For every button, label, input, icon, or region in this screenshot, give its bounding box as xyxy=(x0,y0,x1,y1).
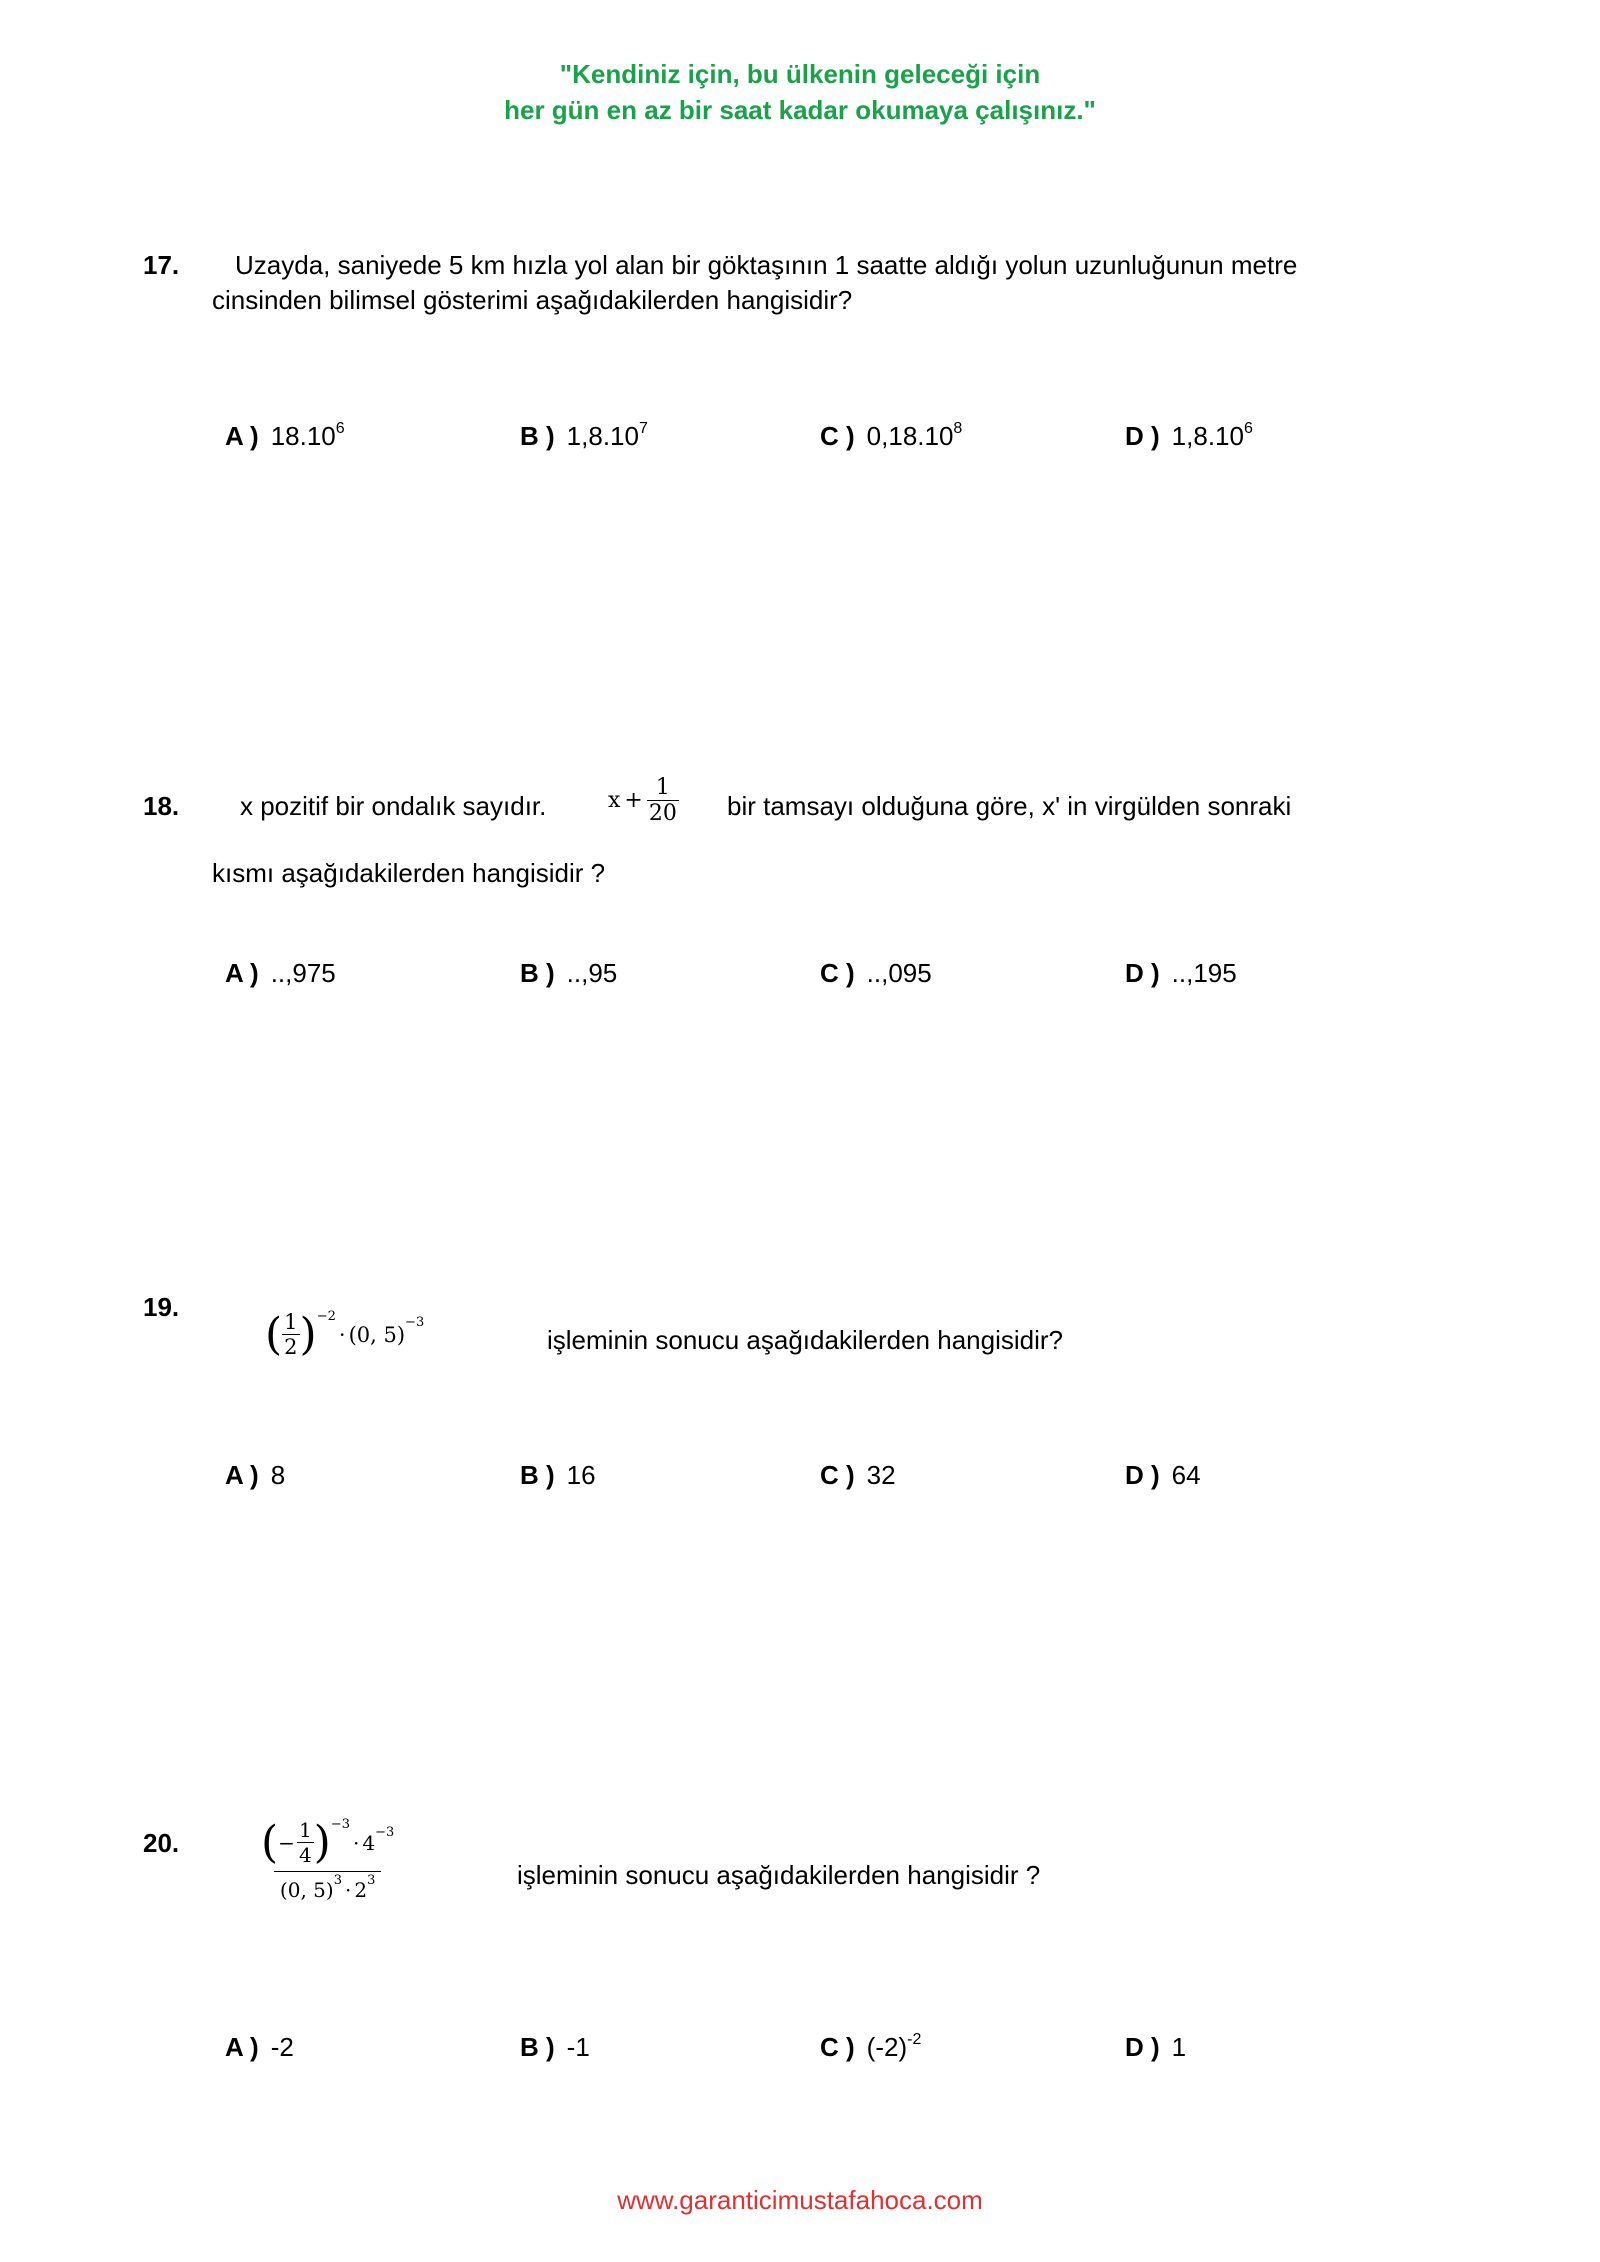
expr-den-exponent-1: 3 xyxy=(333,1872,342,1888)
option-value: ..,095 xyxy=(866,958,932,988)
header-line-1: "Kendiniz için, bu ülkenin geleceği için xyxy=(559,59,1041,89)
paren-left: ( xyxy=(261,1816,279,1868)
expr-denominator-part xyxy=(274,1871,381,1902)
question-17-text-line-2: cinsinden bilimsel gösterimi aşağıdakilerden hangisidir? xyxy=(212,285,853,315)
expr-base-2: (0, 5) xyxy=(348,1322,406,1347)
paren-right: ) xyxy=(299,1308,317,1360)
q19-option-b[interactable] xyxy=(520,1460,596,1491)
paren-right: ) xyxy=(313,1816,331,1868)
expr-numerator: 1 xyxy=(298,1818,312,1842)
question-18-text-after: bir tamsayı olduğuna göre, x' in virgülden sonraki xyxy=(727,791,1292,821)
question-20-text: işleminin sonucu aşağıdakilerden hangisidir ? xyxy=(517,1860,1041,1890)
question-19-number: 19. xyxy=(143,1292,180,1322)
option-letter: B ) xyxy=(520,2032,555,2062)
expr-den-base-1: (0, 5) xyxy=(279,1878,334,1902)
option-letter: A ) xyxy=(225,2032,259,2062)
expr-exponent-1: −3 xyxy=(330,1817,351,1832)
question-20-expression xyxy=(255,1818,400,1902)
q18-option-c[interactable] xyxy=(820,958,932,989)
q20-option-a[interactable] xyxy=(225,2032,294,2063)
expr-dot: · xyxy=(353,1830,360,1855)
expr-dot: · xyxy=(344,1878,352,1902)
option-letter: A ) xyxy=(225,1460,259,1490)
expr-exponent-2: −3 xyxy=(375,1825,395,1840)
q17-option-c[interactable] xyxy=(820,421,962,452)
option-letter: D ) xyxy=(1125,421,1160,451)
option-exponent: 7 xyxy=(638,420,648,437)
option-letter: C ) xyxy=(820,1460,855,1490)
expr-four: 4 xyxy=(362,1830,376,1855)
option-exponent: 6 xyxy=(335,420,345,437)
expr-fraction xyxy=(647,775,679,826)
q18-option-b[interactable] xyxy=(520,958,617,989)
option-value: ..,95 xyxy=(566,958,618,988)
option-value: (-2) xyxy=(866,2032,908,2062)
option-letter: D ) xyxy=(1125,1460,1160,1490)
q17-option-b[interactable] xyxy=(520,421,648,452)
option-value: 0,18.10 xyxy=(866,421,954,451)
option-letter: A ) xyxy=(225,958,259,988)
q17-option-d[interactable] xyxy=(1125,421,1253,452)
expr-numerator-part xyxy=(255,1818,400,1871)
q19-option-a[interactable] xyxy=(225,1460,285,1491)
q20-option-b[interactable] xyxy=(520,2032,590,2063)
option-value: 1 xyxy=(1171,2032,1187,2062)
expr-dot: · xyxy=(338,1322,346,1347)
q17-option-a[interactable] xyxy=(225,421,345,452)
option-letter: B ) xyxy=(520,421,555,451)
expr-minus: − xyxy=(278,1830,295,1855)
option-value: 1,8.10 xyxy=(1171,421,1244,451)
q19-option-d[interactable] xyxy=(1125,1460,1201,1491)
expr-big-fraction xyxy=(255,1818,400,1902)
question-18-text-line-2: kısmı aşağıdakilerden hangisidir ? xyxy=(212,858,606,888)
expr-den-two: 2 xyxy=(354,1878,368,1902)
option-exponent: 6 xyxy=(1243,420,1253,437)
option-letter: B ) xyxy=(520,958,555,988)
expr-exponent-1: −2 xyxy=(316,1309,336,1324)
option-letter: D ) xyxy=(1125,2032,1160,2062)
option-letter: C ) xyxy=(820,421,855,451)
question-17-text-line-1: Uzayda, saniyede 5 km hızla yol alan bir göktaşının 1 saatte aldığı yolun uzunluğunun metre xyxy=(235,250,1298,280)
question-18-expression xyxy=(608,775,679,826)
option-value: 64 xyxy=(1171,1460,1201,1490)
option-letter: D ) xyxy=(1125,958,1160,988)
option-value: 8 xyxy=(270,1460,286,1490)
option-value: ..,975 xyxy=(270,958,336,988)
q20-option-c[interactable] xyxy=(820,2032,921,2063)
question-18-text-before: x pozitif bir ondalık sayıdır. xyxy=(240,791,547,821)
expr-exponent-2: −3 xyxy=(405,1315,425,1330)
expr-fraction xyxy=(297,1818,314,1867)
q19-option-c[interactable] xyxy=(820,1460,896,1491)
option-letter: C ) xyxy=(820,958,855,988)
expr-fraction xyxy=(282,1310,299,1359)
option-letter: A ) xyxy=(225,421,259,451)
option-letter: C ) xyxy=(820,2032,855,2062)
q20-option-d[interactable] xyxy=(1125,2032,1186,2063)
option-letter: B ) xyxy=(520,1460,555,1490)
expr-denominator: 2 xyxy=(284,1335,298,1359)
option-value: 32 xyxy=(866,1460,896,1490)
header-line-2: her gün en az bir saat kadar okumaya çalışınız." xyxy=(504,95,1096,125)
q18-option-a[interactable] xyxy=(225,958,336,989)
header-quote xyxy=(0,56,1600,128)
option-value: 1,8.10 xyxy=(566,421,639,451)
option-value: ..,195 xyxy=(1171,958,1237,988)
option-value: -1 xyxy=(566,2032,590,2062)
footer-website-link[interactable]: www.garanticimustafahoca.com xyxy=(617,2185,983,2215)
expr-denominator: 4 xyxy=(298,1843,312,1867)
option-value: -2 xyxy=(270,2032,294,2062)
expr-denominator: 20 xyxy=(648,801,677,826)
expr-x: x xyxy=(608,788,621,813)
expr-den-exponent-2: 3 xyxy=(367,1872,376,1888)
question-17-number: 17. xyxy=(143,250,180,280)
question-19-expression xyxy=(265,1310,424,1359)
question-19-text: işleminin sonucu aşağıdakilerden hangisidir? xyxy=(547,1325,1063,1355)
expr-plus: + xyxy=(624,788,643,813)
expr-numerator: 1 xyxy=(284,1310,298,1334)
option-exponent: -2 xyxy=(907,2031,922,2048)
paren-left: ( xyxy=(265,1308,283,1360)
question-18-number: 18. xyxy=(143,791,180,821)
option-value: 16 xyxy=(566,1460,596,1490)
expr-numerator: 1 xyxy=(655,775,670,800)
question-20-number: 20. xyxy=(143,1828,180,1858)
option-value: 18.10 xyxy=(270,421,336,451)
option-exponent: 8 xyxy=(953,420,963,437)
q18-option-d[interactable] xyxy=(1125,958,1237,989)
